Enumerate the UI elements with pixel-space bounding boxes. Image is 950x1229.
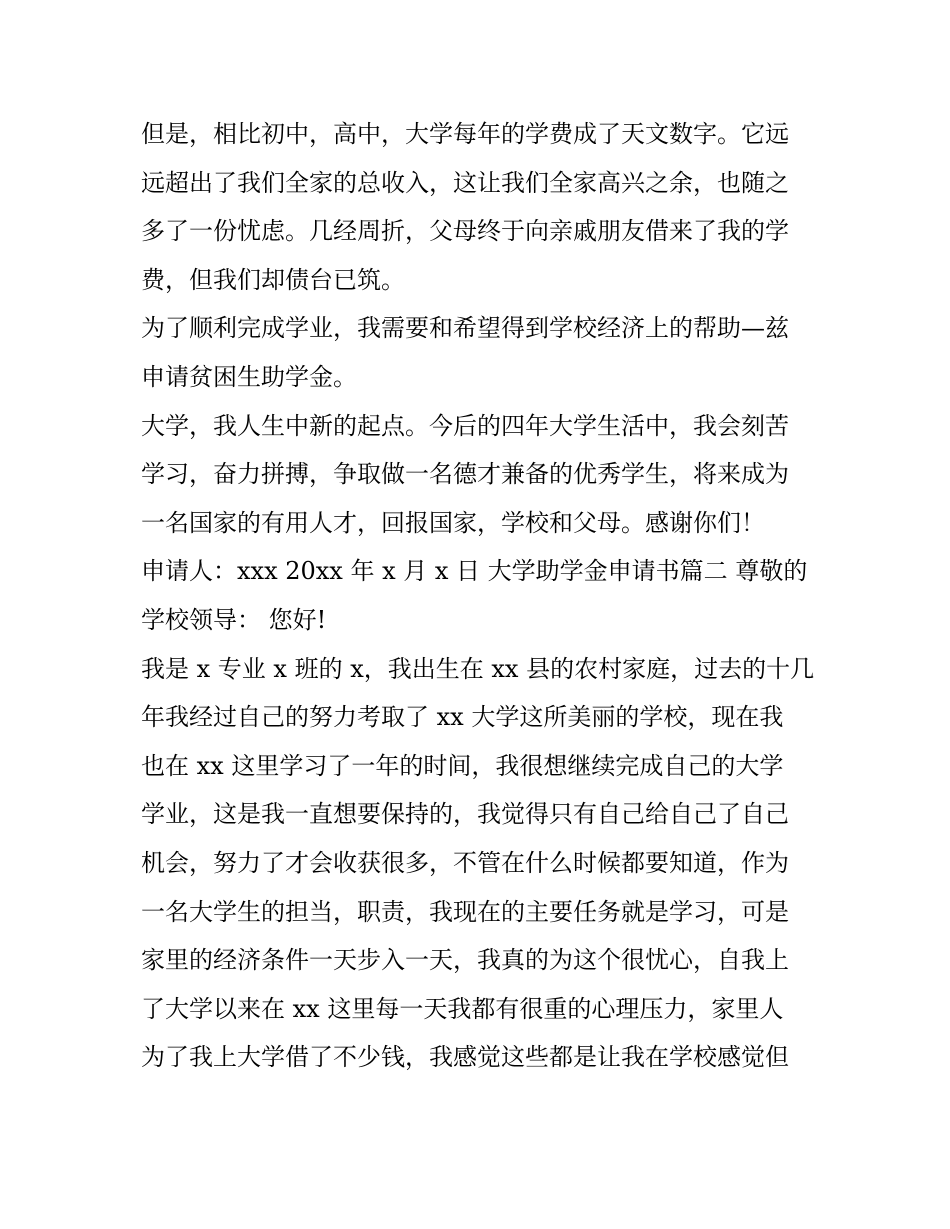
text-line-13: 年我经过自己的努力考取了 xx 大学这所美丽的学校，现在我 — [141, 703, 784, 732]
text-line-14: 也在 xx 这里学习了一年的时间，我很想继续完成自己的大学 — [141, 751, 784, 780]
text-line-5: 为了顺利完成学业，我需要和希望得到学校经济上的帮助—兹 — [141, 314, 789, 343]
text-line-1: 但是，相比初中，高中，大学每年的学费成了天文数字。它远 — [141, 120, 789, 148]
text-line-9: 一名国家的有用人才，回报国家，学校和父母。感谢你们！ — [141, 508, 765, 537]
text-line-19: 了大学以来在 xx 这里每一天我都有很重的心理压力，家里人 — [141, 994, 784, 1023]
text-line-4: 费，但我们却债台已筑。 — [141, 265, 405, 294]
text-line-15: 学业，这是我一直想要保持的，我觉得只有自己给自己了自己 — [141, 800, 789, 829]
text-line-18: 家里的经济条件一天步入一天，我真的为这个很忧心，自我上 — [141, 946, 789, 975]
text-line-20: 为了我上大学借了不少钱，我感觉这些都是让我在学校感觉但 — [141, 1043, 789, 1072]
text-line-16: 机会，努力了才会收获很多，不管在什么时候都要知道，作为 — [141, 848, 789, 877]
text-line-7: 大学，我人生中新的起点。今后的四年大学生活中，我会刻苦 — [141, 411, 789, 440]
document-body — [141, 110, 813, 1082]
text-line-2: 远超出了我们全家的总收入，这让我们全家高兴之余，也随之 — [141, 168, 789, 197]
text-line-8: 学习，奋力拼搏，争取做一名德才兼备的优秀学生，将来成为 — [141, 460, 789, 489]
text-line-12: 我是 x 专业 x 班的 x，我出生在 xx 县的农村家庭，过去的十几 — [141, 654, 815, 683]
text-line-3: 多了一份忧虑。几经周折，父母终于向亲戚朋友借来了我的学 — [141, 217, 789, 246]
text-line-10: 申请人：xxx 20xx 年 x 月 x 日 大学助学金申请书篇二 尊敬的 — [141, 557, 808, 586]
text-line-6: 申请贫困生助学金。 — [141, 362, 357, 391]
text-line-11: 学校领导： 您好! — [141, 605, 327, 634]
text-line-17: 一名大学生的担当，职责，我现在的主要任务就是学习，可是 — [141, 897, 789, 926]
